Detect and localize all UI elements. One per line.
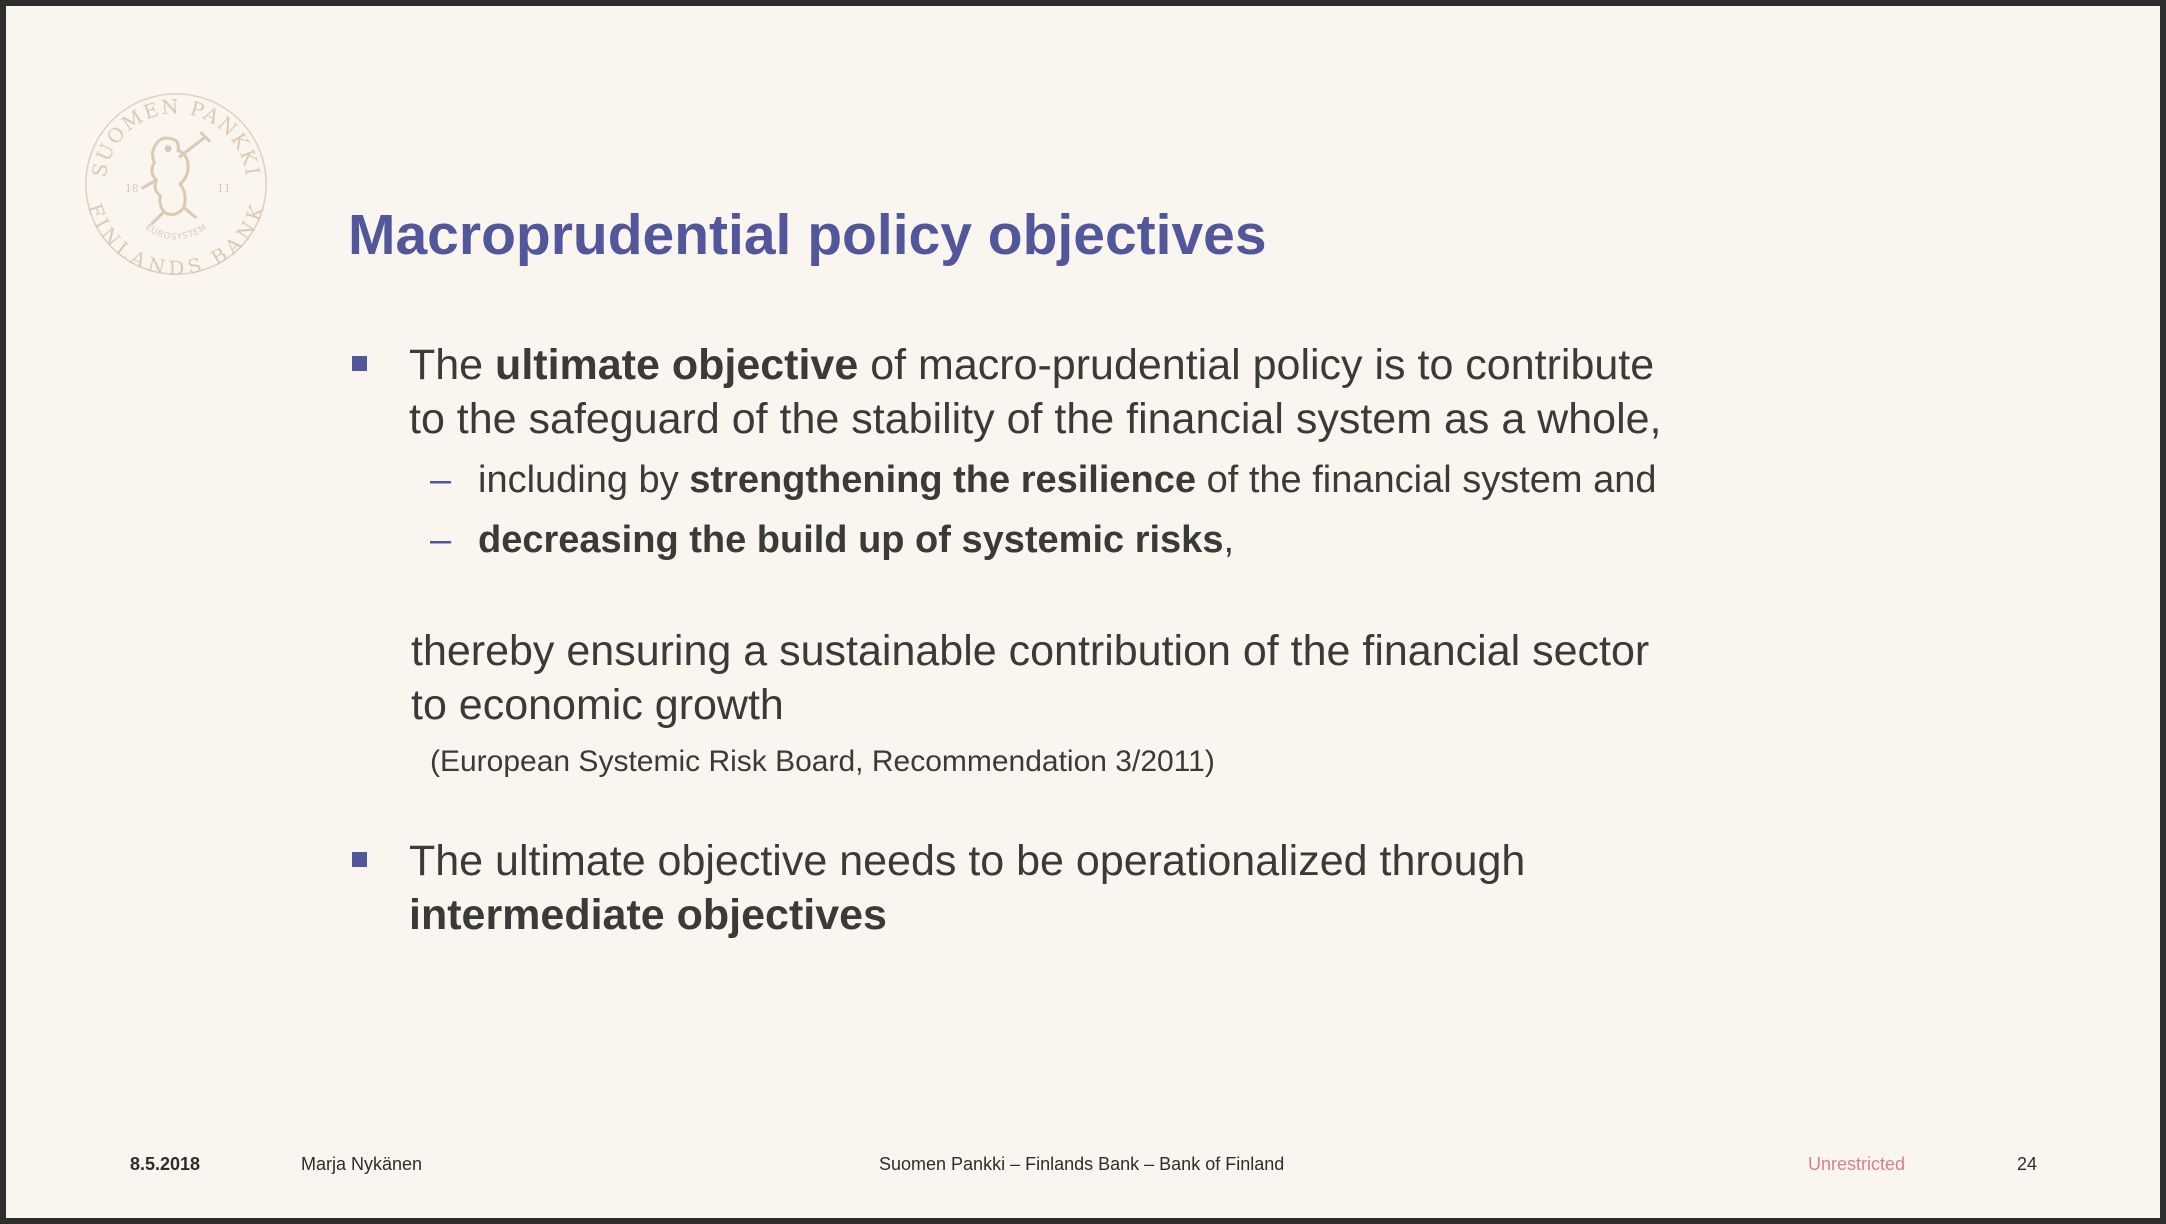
footer-organization: Suomen Pankki – Finlands Bank – Bank of Finland	[879, 1154, 1285, 1174]
bullet1-line1: The ultimate objective of macro-prudential policy is to contribute	[409, 341, 1655, 389]
svg-text:SUOMEN PANKKI: SUOMEN PANKKI	[87, 95, 265, 179]
footer-date: 8.5.2018	[130, 1154, 201, 1174]
svg-text:18: 18	[125, 181, 139, 195]
footer-page-number: 24	[2017, 1154, 2038, 1174]
bank-of-finland-seal-logo	[78, 86, 274, 282]
bullet-marker	[352, 852, 367, 867]
slide-title: Macroprudential policy objectives	[348, 203, 1267, 267]
footer-author: Marja Nykänen	[301, 1154, 423, 1174]
esrb-citation: (European Systemic Risk Board, Recommendation 3/2011)	[430, 745, 1215, 778]
sub-bullet-systemic-risks: decreasing the build up of systemic risks,	[478, 519, 1235, 561]
svg-text:11: 11	[217, 181, 231, 195]
footer-classification: Unrestricted	[1808, 1154, 1906, 1174]
svg-text:FINLANDS BANK: FINLANDS BANK	[82, 200, 270, 280]
sub-bullet-dash: –	[430, 459, 452, 501]
svg-text:EUROSYSTEM: EUROSYSTEM	[143, 222, 209, 243]
bullet2-line1: The ultimate objective needs to be operationalized through	[409, 837, 1526, 885]
bullet2-line2: intermediate objectives	[409, 891, 887, 939]
slide	[6, 6, 2160, 1218]
bullet-marker	[352, 356, 367, 371]
bold-ultimate-objective: ultimate objective	[495, 341, 859, 389]
sub-bullet-resilience: including by strengthening the resilience of the financial system and	[478, 459, 1657, 501]
bullet1-line2: to the safeguard of the stability of the financial system as a whole,	[409, 395, 1662, 443]
sub-bullet-dash: –	[430, 519, 452, 561]
thereby-line2: to economic growth	[411, 681, 784, 729]
thereby-line1: thereby ensuring a sustainable contribution of the financial sector	[411, 627, 1650, 675]
